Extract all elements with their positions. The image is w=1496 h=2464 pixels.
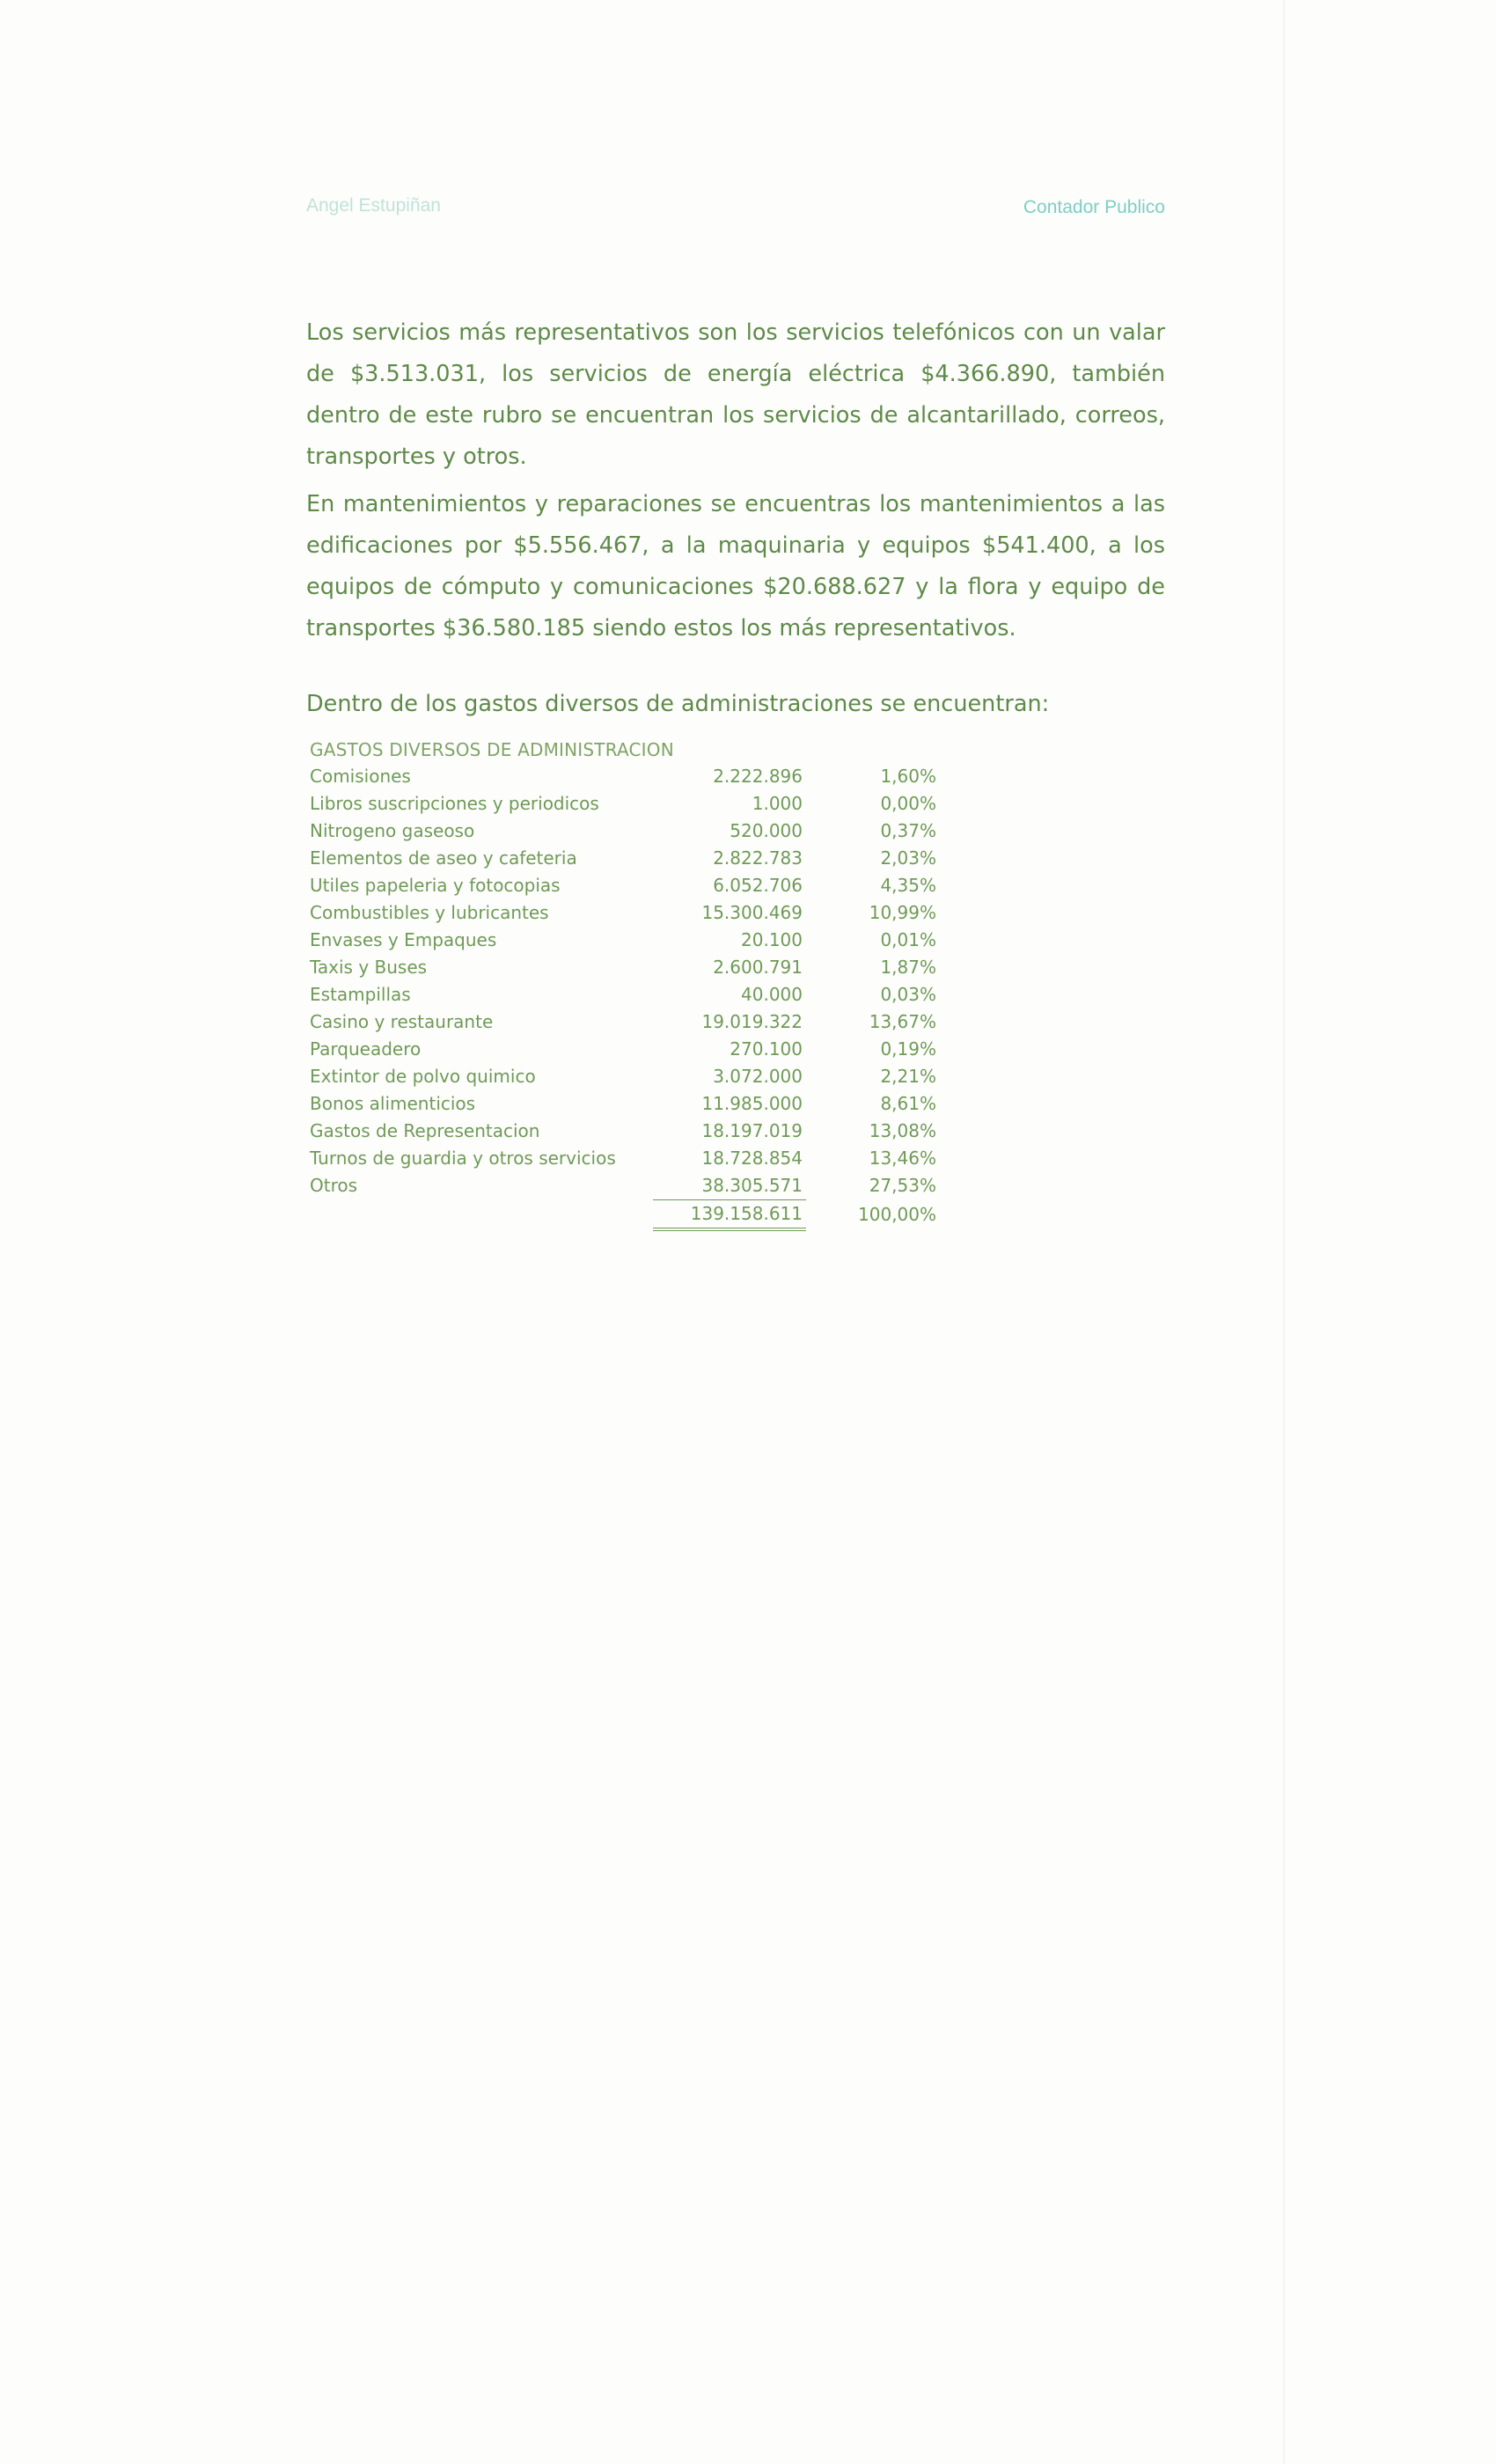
expenses-table [306, 763, 936, 1231]
table-row [306, 981, 936, 1008]
expense-percent: 27,53% [869, 1175, 936, 1197]
total-percent: 100,00% [858, 1203, 936, 1225]
expense-value: 15.300.469 [701, 902, 803, 923]
expense-name: Gastos de Representacion [310, 1120, 540, 1141]
expense-percent: 1,60% [880, 766, 936, 787]
paragraph-servicios: Los servicios más representativos son los servicios telefónicos con un valar de $3.513.031, los servicios de energía eléctrica $4.366.890, también dentro de este rubro se encuentran los servicios de alcantarillado, correos, transportes y otros. [306, 319, 1165, 470]
expense-value: 520.000 [730, 820, 803, 841]
table-row [306, 790, 936, 818]
expense-value: 1.000 [752, 793, 803, 814]
table-row [306, 1090, 936, 1118]
expense-value: 18.197.019 [701, 1120, 803, 1141]
expense-percent: 4,35% [880, 875, 936, 896]
expense-value: 19.019.322 [701, 1011, 803, 1032]
expense-name: Extintor de polvo quimico [310, 1066, 536, 1087]
paragraph-intro-gastos: Dentro de los gastos diversos de administraciones se encuentran: [306, 691, 1050, 717]
expense-percent: 0,19% [880, 1038, 936, 1060]
table-row [306, 763, 936, 790]
expense-name: Utiles papeleria y fotocopias [310, 875, 561, 896]
expense-name: Casino y restaurante [310, 1011, 494, 1032]
page-edge [1283, 0, 1285, 2464]
expense-value: 40.000 [741, 984, 803, 1005]
expense-value: 2.600.791 [713, 957, 803, 978]
table-title: GASTOS DIVERSOS DE ADMINISTRACION [310, 739, 674, 760]
table-row [306, 818, 936, 845]
header-title: Contador Publico [1023, 197, 1165, 217]
expense-percent: 8,61% [880, 1093, 936, 1114]
expense-percent: 0,00% [880, 793, 936, 814]
expense-percent: 13,46% [869, 1148, 936, 1169]
expense-value: 2.222.896 [713, 766, 803, 787]
expense-value: 20.100 [741, 929, 803, 950]
table-row [306, 927, 936, 954]
expense-name: Elementos de aseo y cafeteria [310, 847, 577, 869]
table-row [306, 954, 936, 981]
expense-value: 270.100 [730, 1038, 803, 1060]
expense-name: Parqueadero [310, 1038, 422, 1060]
paragraph-mantenimientos: En mantenimientos y reparaciones se encuentras los mantenimientos a las edificaciones por $5.556.467, a la maquinaria y equipos $541.400, a los equipos de cómputo y comunicaciones $20.688.627 y la flora y equipo de transportes $36.580.185 siendo estos los más representativos. [306, 491, 1165, 642]
expense-value: 3.072.000 [713, 1066, 803, 1087]
table-row [306, 872, 936, 899]
expense-name: Turnos de guardia y otros servicios [310, 1148, 616, 1169]
table-row [306, 1145, 936, 1172]
expense-name: Envases y Empaques [310, 929, 497, 950]
table-row [306, 1118, 936, 1145]
expenses-table-body [306, 763, 936, 1229]
expense-name: Bonos alimenticios [310, 1093, 476, 1114]
expense-name: Comisiones [310, 766, 411, 787]
expense-name: Taxis y Buses [310, 957, 428, 978]
expense-name: Nitrogeno gaseoso [310, 820, 475, 841]
expense-name: Estampillas [310, 984, 411, 1005]
table-row [306, 1036, 936, 1063]
expense-value: 18.728.854 [701, 1148, 803, 1169]
header-author: Angel Estupiñan [306, 195, 441, 216]
expense-percent: 1,87% [880, 957, 936, 978]
expense-percent: 13,08% [869, 1120, 936, 1141]
expense-percent: 2,21% [880, 1066, 936, 1087]
table-row [306, 845, 936, 872]
expense-value: 2.822.783 [713, 847, 803, 869]
expense-percent: 0,01% [880, 929, 936, 950]
expense-percent: 2,03% [880, 847, 936, 869]
expense-value: 11.985.000 [701, 1093, 803, 1114]
expense-percent: 13,67% [869, 1011, 936, 1032]
total-label-cell [306, 1200, 653, 1230]
expense-name: Combustibles y lubricantes [310, 902, 549, 923]
expense-percent: 0,37% [880, 820, 936, 841]
table-row [306, 899, 936, 927]
expense-value: 38.305.571 [653, 1172, 806, 1200]
table-row [306, 1172, 936, 1200]
expense-percent: 0,03% [880, 984, 936, 1005]
table-total-row [306, 1200, 936, 1230]
expense-percent: 10,99% [869, 902, 936, 923]
table-row [306, 1063, 936, 1090]
table-row [306, 1008, 936, 1036]
expense-value: 6.052.706 [713, 875, 803, 896]
expense-name: Libros suscripciones y periodicos [310, 793, 599, 814]
expense-name: Otros [310, 1175, 358, 1197]
total-value: 139.158.611 [653, 1200, 806, 1230]
